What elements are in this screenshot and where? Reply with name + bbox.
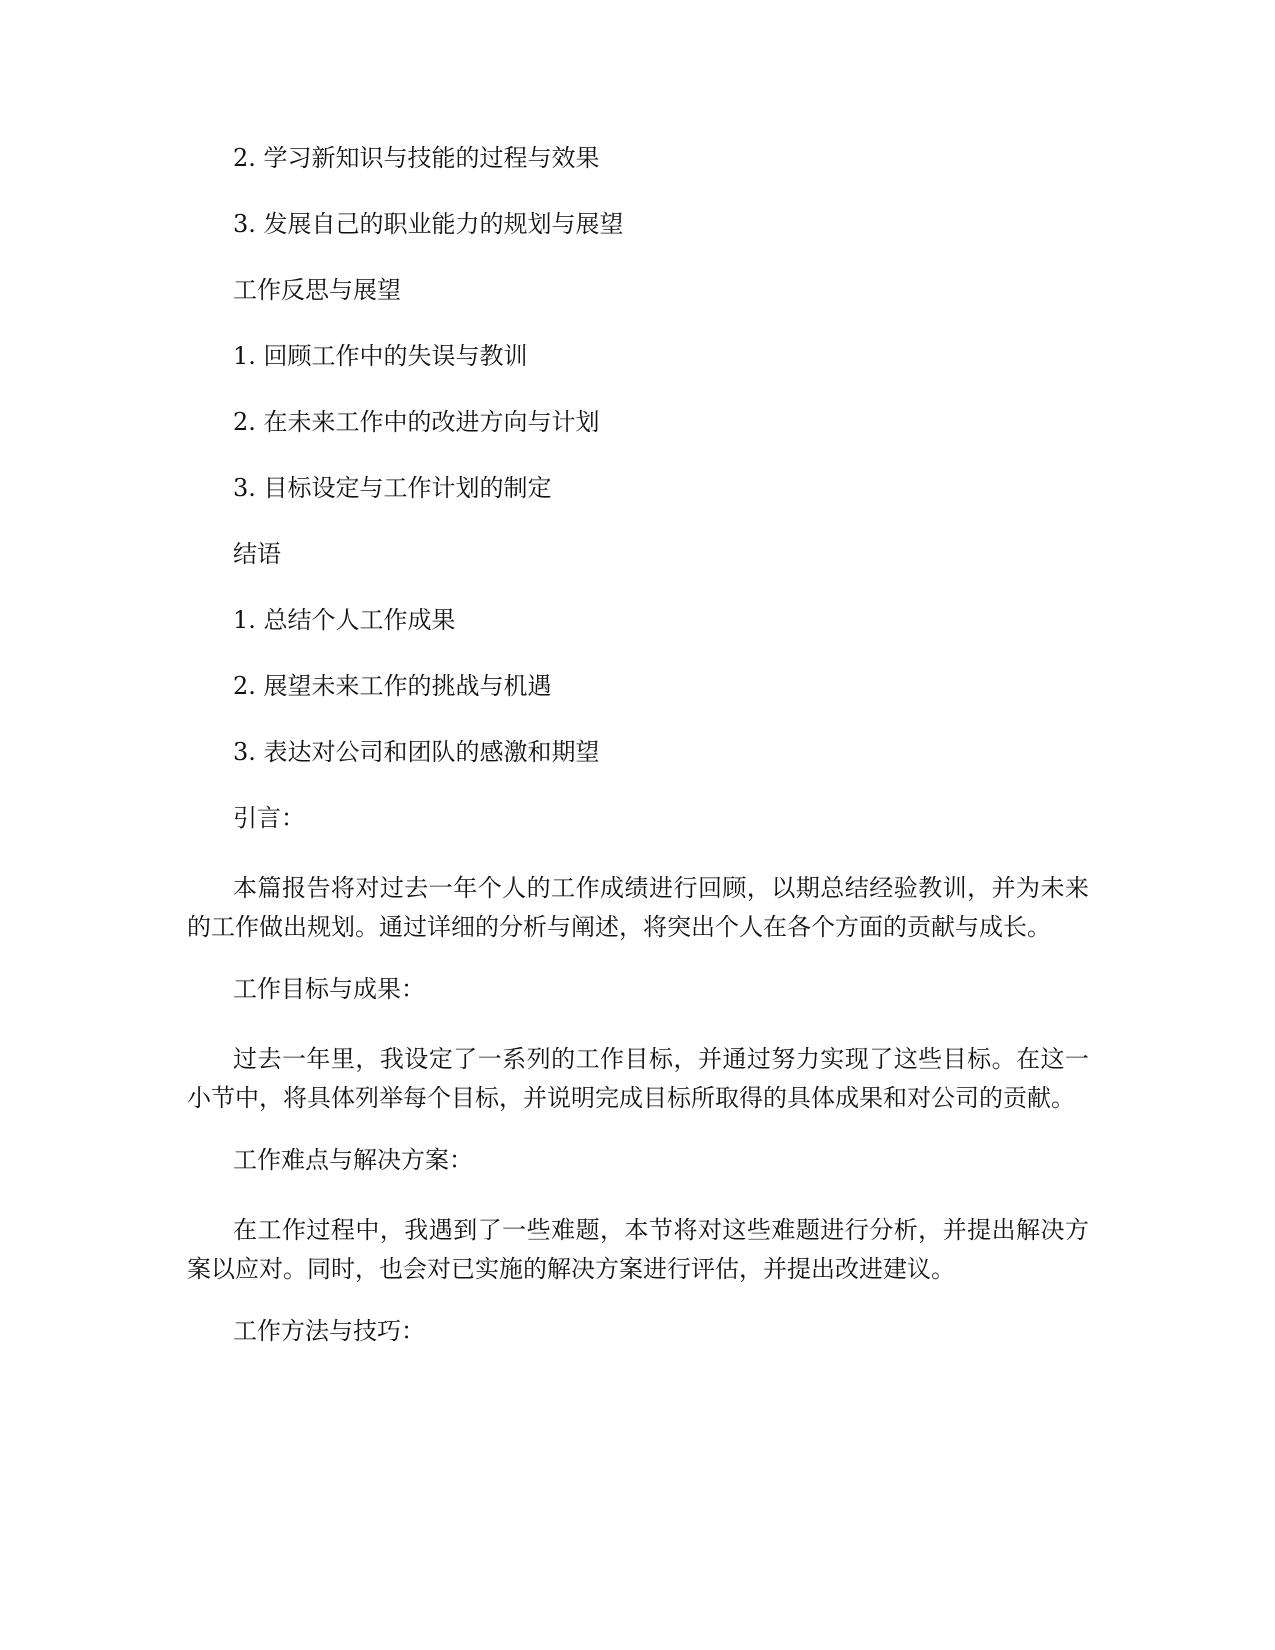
list-item: 3. 目标设定与工作计划的制定 xyxy=(233,474,552,502)
paragraph-difficulties: 在工作过程中，我遇到了一些难题，本节将对这些难题进行分析，并提出解决方案以应对。同时，也会对已实施的解决方案进行评估，并提出改进建议。 xyxy=(187,1216,1089,1283)
list-item: 2. 展望未来工作的挑战与机遇 xyxy=(233,672,552,700)
list-item: 1. 回顾工作中的失误与教训 xyxy=(233,342,528,370)
paragraph-intro: 本篇报告将对过去一年个人的工作成绩进行回顾，以期总结经验教训，并为未来的工作做出规划。通过详细的分析与阐述，将突出个人在各个方面的贡献与成长。 xyxy=(187,874,1089,941)
list-item: 3. 发展自己的职业能力的规划与展望 xyxy=(233,210,624,238)
list-item: 2. 学习新知识与技能的过程与效果 xyxy=(233,144,600,172)
document-body xyxy=(187,143,1089,1382)
section-heading-conclusion: 结语 xyxy=(233,540,281,568)
list-item: 3. 表达对公司和团队的感激和期望 xyxy=(233,738,600,766)
section-heading-reflection: 工作反思与展望 xyxy=(233,276,401,304)
section-heading-methods: 工作方法与技巧： xyxy=(233,1317,425,1345)
section-heading-difficulties: 工作难点与解决方案： xyxy=(233,1146,473,1174)
list-item: 1. 总结个人工作成果 xyxy=(233,606,456,634)
paragraph-goals: 过去一年里，我设定了一系列的工作目标，并通过努力实现了这些目标。在这一小节中，将具体列举每个目标，并说明完成目标所取得的具体成果和对公司的贡献。 xyxy=(187,1045,1089,1112)
section-heading-intro: 引言： xyxy=(233,804,305,832)
section-heading-goals: 工作目标与成果： xyxy=(233,975,425,1003)
list-item: 2. 在未来工作中的改进方向与计划 xyxy=(233,408,600,436)
